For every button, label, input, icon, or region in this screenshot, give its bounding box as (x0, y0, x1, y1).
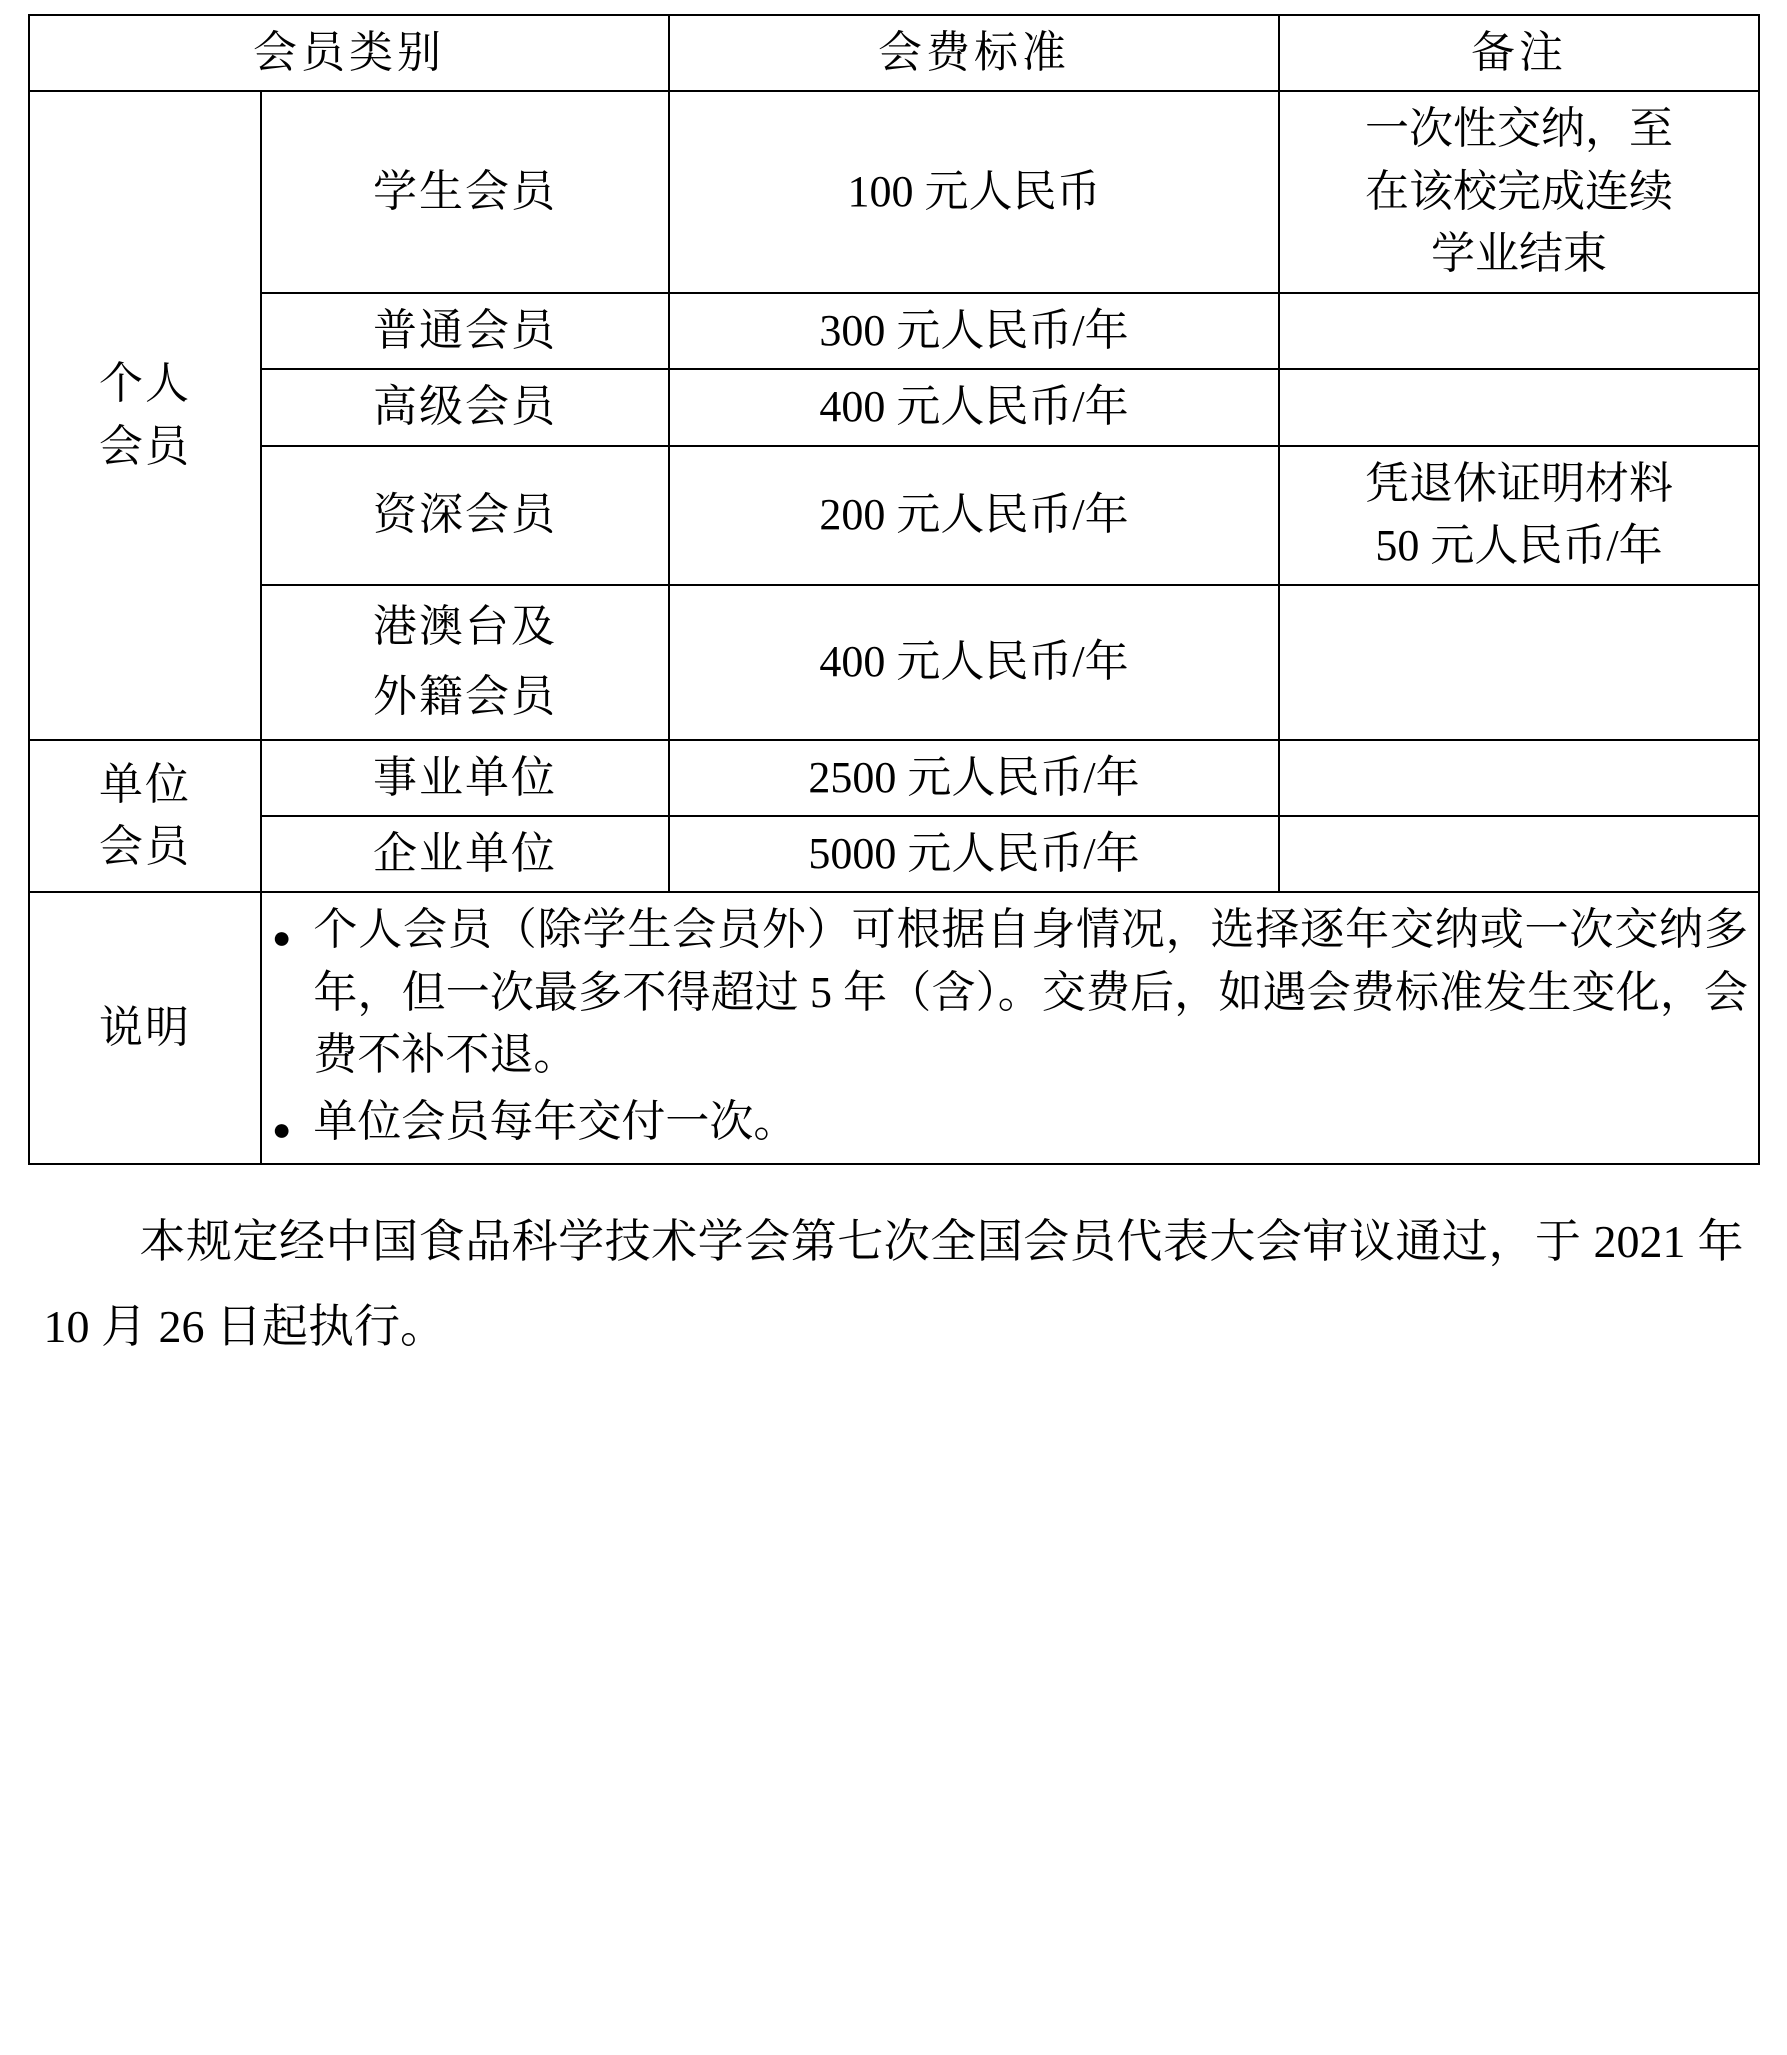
fee-institution: 2500 元人民币/年 (669, 740, 1279, 816)
fee-enterprise: 5000 元人民币/年 (669, 816, 1279, 892)
group-label-organization: 单位 会员 (29, 740, 261, 893)
remark-senior (1279, 369, 1759, 445)
group-label-individual: 个人 会员 (29, 91, 261, 739)
header-fee: 会费标准 (669, 15, 1279, 91)
remark-regular (1279, 293, 1759, 369)
fee-veteran: 200 元人民币/年 (669, 446, 1279, 585)
list-item (272, 899, 1748, 1086)
fee-overseas: 400 元人民币/年 (669, 585, 1279, 740)
remark-veteran: 凭退休证明材料 50 元人民币/年 (1279, 446, 1759, 585)
explanation-body (261, 892, 1759, 1164)
list-item (272, 1091, 1748, 1153)
fee-regular: 300 元人民币/年 (669, 293, 1279, 369)
explanation-row (29, 892, 1759, 1164)
member-type-veteran: 资深会员 (261, 446, 669, 585)
member-type-institution: 事业单位 (261, 740, 669, 816)
remark-student: 一次性交纳，至 在该校完成连续 学业结束 (1279, 91, 1759, 292)
membership-fee-table (28, 14, 1760, 1165)
table-row (29, 446, 1759, 585)
footer-paragraph: 本规定经中国食品科学技术学会第七次全国会员代表大会审议通过，于 2021 年 10 月 26 日起执行。 (43, 1216, 1744, 1353)
explanation-text-1: 个人会员（除学生会员外）可根据自身情况，选择逐年交纳或一次交纳多年，但一次最多不得超过 5 年（含）。交费后，如遇会费标准发生变化，会费不补不退。 (313, 905, 1748, 1080)
member-type-overseas: 港澳台及 外籍会员 (261, 585, 669, 740)
member-type-enterprise: 企业单位 (261, 816, 669, 892)
table-header-row (29, 15, 1759, 91)
explanation-text-2: 单位会员每年交付一次。 (313, 1096, 798, 1146)
header-category: 会员类别 (29, 15, 669, 91)
table-row (29, 293, 1759, 369)
table-row (29, 740, 1759, 816)
fee-student: 100 元人民币 (669, 91, 1279, 292)
member-type-senior: 高级会员 (261, 369, 669, 445)
table-row (29, 585, 1759, 740)
remark-overseas (1279, 585, 1759, 740)
remark-institution (1279, 740, 1759, 816)
explanation-label: 说明 (29, 892, 261, 1164)
bullet-icon: ● (272, 1110, 292, 1147)
bullet-icon: ● (272, 919, 292, 956)
table-row (29, 369, 1759, 445)
table-row (29, 816, 1759, 892)
header-remark: 备注 (1279, 15, 1759, 91)
remark-enterprise (1279, 816, 1759, 892)
table-row (29, 91, 1759, 292)
member-type-student: 学生会员 (261, 91, 669, 292)
fee-senior: 400 元人民币/年 (669, 369, 1279, 445)
member-type-regular: 普通会员 (261, 293, 669, 369)
